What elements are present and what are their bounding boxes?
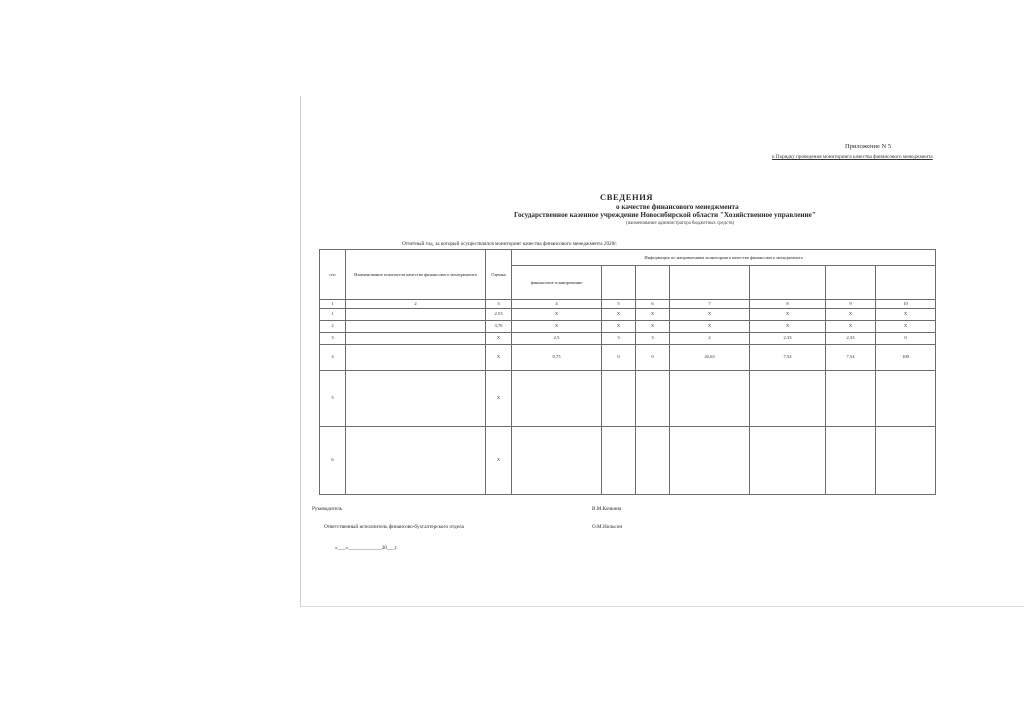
column-numbers-row bbox=[320, 300, 936, 309]
column-number: 1 bbox=[320, 300, 346, 309]
row-cell bbox=[876, 370, 936, 426]
table-row bbox=[320, 344, 936, 370]
accountant-label: Ответственный исполнитель финансово-бухгалтерского отдела bbox=[324, 524, 464, 530]
order-note-text: к Порядку проведения мониторинга качества финансового менеджмента bbox=[772, 154, 933, 160]
column-number: 9 bbox=[826, 300, 876, 309]
row-indicator bbox=[346, 370, 486, 426]
document-title: СВЕДЕНИЯ bbox=[600, 192, 654, 202]
column-number: 6 bbox=[636, 300, 670, 309]
row-cell: 2 bbox=[670, 332, 750, 344]
row-cell bbox=[750, 370, 826, 426]
row-num: 5 bbox=[320, 370, 346, 426]
row-cell: X bbox=[602, 320, 636, 332]
row-indicator bbox=[346, 344, 486, 370]
row-indicator bbox=[346, 308, 486, 320]
header-direction bbox=[670, 266, 750, 300]
row-cell: 0 bbox=[636, 344, 670, 370]
document-subtitle: о качестве финансового менеджмента bbox=[616, 203, 739, 211]
column-number: 4 bbox=[512, 300, 602, 309]
row-cell bbox=[636, 370, 670, 426]
row-cell: X bbox=[636, 320, 670, 332]
row-cell: X bbox=[876, 320, 936, 332]
table-row bbox=[320, 370, 936, 426]
row-cell: 20,63 bbox=[670, 344, 750, 370]
row-num: 3 bbox=[320, 332, 346, 344]
row-cell: 0,75 bbox=[512, 344, 602, 370]
row-cell bbox=[602, 370, 636, 426]
row-indicator bbox=[346, 320, 486, 332]
row-cell bbox=[602, 426, 636, 494]
row-cell bbox=[826, 370, 876, 426]
row-cell bbox=[826, 426, 876, 494]
header-direction: финансовое планирование bbox=[512, 266, 602, 300]
header-score: Оценка bbox=[486, 250, 512, 300]
row-cell: X bbox=[826, 308, 876, 320]
header-direction bbox=[876, 266, 936, 300]
quality-table bbox=[319, 249, 936, 495]
row-cell: X bbox=[750, 320, 826, 332]
row-cell: 2,5 bbox=[512, 332, 602, 344]
row-cell: X bbox=[826, 320, 876, 332]
row-cell: X bbox=[750, 308, 826, 320]
row-cell: 7,54 bbox=[826, 344, 876, 370]
row-cell: 0 bbox=[602, 344, 636, 370]
column-number: 7 bbox=[670, 300, 750, 309]
date-line: «___»_____________20___г. bbox=[335, 545, 398, 551]
head-label: Руководитель bbox=[312, 506, 343, 512]
table-row bbox=[320, 332, 936, 344]
reporting-period: Отчетный год, за который осуществлялся мониторинг качества финансового менеджмента 2020г. bbox=[402, 241, 618, 247]
head-name: В.М.Кочкина bbox=[592, 506, 622, 512]
row-cell bbox=[670, 426, 750, 494]
row-score: X bbox=[486, 370, 512, 426]
row-num: 4 bbox=[320, 344, 346, 370]
row-cell: X bbox=[602, 308, 636, 320]
header-directions-group: Информация по направлениям мониторинга качества финансового менеджмента bbox=[512, 250, 936, 266]
header-indicator: Наименование показателя качества финансового менеджмента bbox=[346, 250, 486, 300]
appendix-title: Приложение N 5 bbox=[845, 143, 892, 150]
table-row bbox=[320, 308, 936, 320]
row-cell: 7,54 bbox=[750, 344, 826, 370]
row-cell: X bbox=[512, 320, 602, 332]
row-cell bbox=[670, 370, 750, 426]
header-direction bbox=[826, 266, 876, 300]
row-cell: X bbox=[636, 308, 670, 320]
header-direction bbox=[636, 266, 670, 300]
row-score: X bbox=[486, 344, 512, 370]
row-indicator bbox=[346, 332, 486, 344]
table-row bbox=[320, 426, 936, 494]
column-number: 3 bbox=[486, 300, 512, 309]
column-number: 10 bbox=[876, 300, 936, 309]
row-cell bbox=[876, 426, 936, 494]
header-direction bbox=[750, 266, 826, 300]
column-number: 5 bbox=[602, 300, 636, 309]
column-number: 2 bbox=[346, 300, 486, 309]
row-score: X bbox=[486, 426, 512, 494]
row-cell: 3 bbox=[602, 332, 636, 344]
header-direction bbox=[602, 266, 636, 300]
accountant-name: О.М.Нильсон bbox=[592, 524, 623, 530]
row-num: 6 bbox=[320, 426, 346, 494]
organization-name: Государственное казенное учреждение Новосибирской области "Хозяйственное управление" bbox=[514, 211, 816, 219]
row-cell: 3 bbox=[636, 332, 670, 344]
order-note bbox=[772, 154, 970, 161]
table-row bbox=[320, 320, 936, 332]
row-num: 1 bbox=[320, 308, 346, 320]
row-cell: X bbox=[670, 320, 750, 332]
row-cell: X bbox=[876, 308, 936, 320]
row-score: 3,76 bbox=[486, 320, 512, 332]
row-cell: 100 bbox=[876, 344, 936, 370]
organization-hint: (наименование администратора бюджетных средств) bbox=[626, 221, 735, 226]
row-cell bbox=[636, 426, 670, 494]
row-cell bbox=[750, 426, 826, 494]
row-cell: 2,33 bbox=[750, 332, 826, 344]
column-number: 8 bbox=[750, 300, 826, 309]
row-score: X bbox=[486, 332, 512, 344]
row-cell bbox=[512, 426, 602, 494]
row-score: 2,53 bbox=[486, 308, 512, 320]
header-num: п/п bbox=[320, 250, 346, 300]
row-num: 2 bbox=[320, 320, 346, 332]
row-cell: X bbox=[670, 308, 750, 320]
row-cell: 0 bbox=[876, 332, 936, 344]
row-indicator bbox=[346, 426, 486, 494]
row-cell: 2,33 bbox=[826, 332, 876, 344]
row-cell bbox=[512, 370, 602, 426]
row-cell: X bbox=[512, 308, 602, 320]
